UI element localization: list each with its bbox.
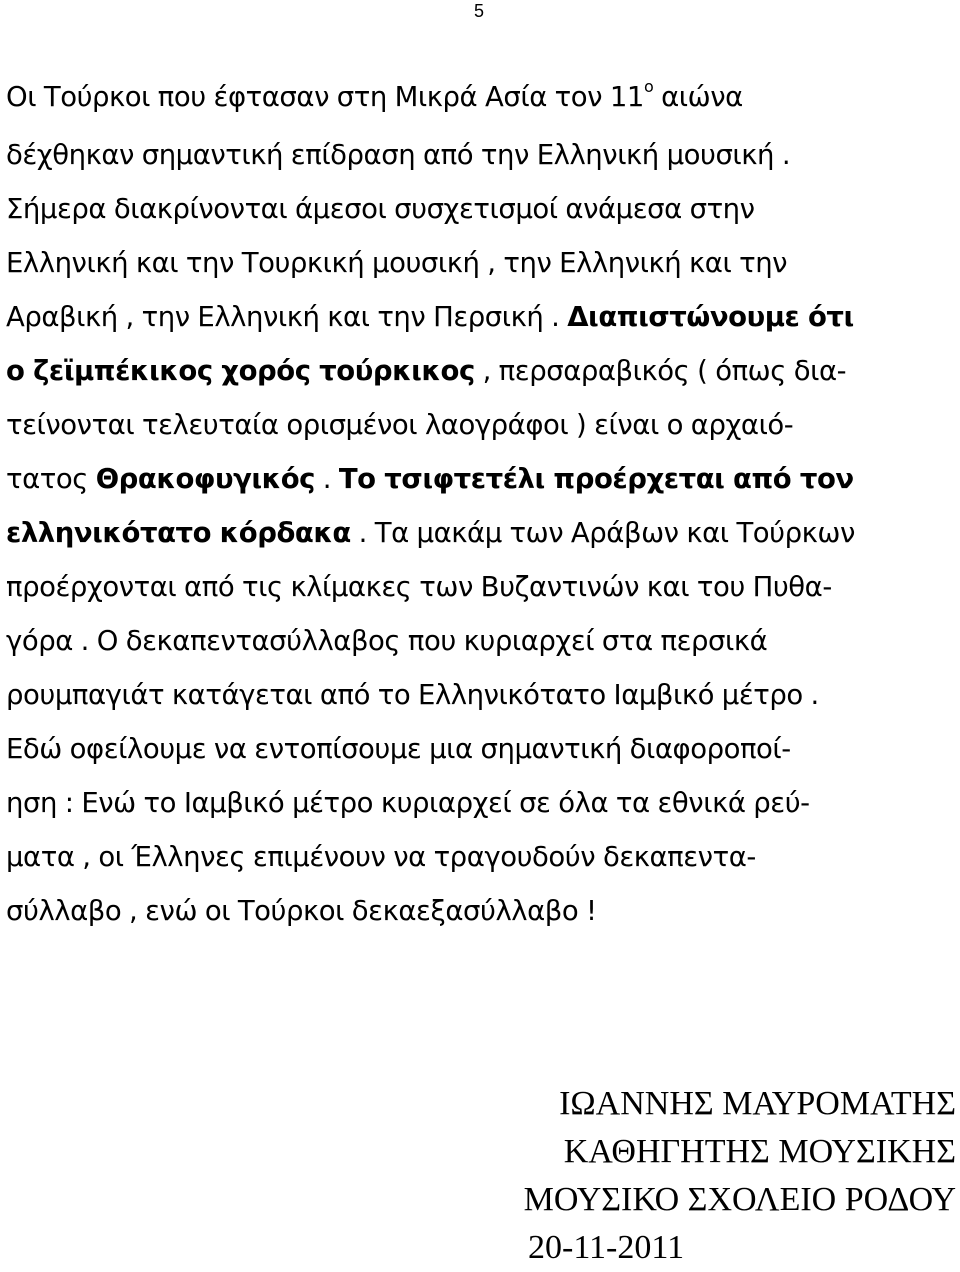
text-segment: ρουμπαγιάτ κατάγεται από το Ελληνικότατο Ιαμβικό μέτρο .	[6, 679, 819, 711]
bold-phrase: ελληνικότατο κόρδακα	[6, 517, 351, 549]
text-segment: .	[315, 463, 339, 495]
text-segment: σύλλαβο , ενώ οι Τούρκοι δεκαεξασύλλαβο !	[6, 895, 597, 927]
paragraph-line	[6, 830, 958, 884]
paragraph-line	[6, 884, 958, 938]
paragraph-line	[6, 506, 958, 560]
text-segment: , περσαραβικός ( όπως δια-	[474, 355, 847, 387]
text-segment: Οι Τούρκοι που έφτασαν στη Μικρά Ασία τον 11	[6, 81, 644, 113]
bold-phrase: Θρακοφυγικός	[95, 463, 315, 495]
ordinal-superscript: ο	[643, 77, 654, 96]
paragraph-line	[6, 182, 958, 236]
paragraph-line	[6, 560, 958, 614]
paragraph-line	[6, 70, 958, 128]
paragraph-line	[6, 776, 958, 830]
author-title: ΚΑΘΗΓΗΤΗΣ ΜΟΥΣΙΚΗΣ	[563, 1133, 956, 1170]
text-segment: τείνονται τελευταία ορισμένοι λαογράφοι ) είναι ο αρχαιό-	[6, 409, 794, 441]
text-segment: γόρα . Ο δεκαπεντασύλλαβος που κυριαρχεί στα περσικά	[6, 625, 768, 657]
paragraph-line	[6, 128, 958, 182]
text-segment: Σήμερα διακρίνονται άμεσοι συσχετισμοί ανάμεσα στην	[6, 193, 755, 225]
text-segment: Ελληνική και την Τουρκική μουσική , την Ελληνική και την	[6, 247, 788, 279]
paragraph-line	[6, 452, 958, 506]
text-segment: Αραβική , την Ελληνική και την Περσική .	[6, 301, 568, 333]
signature-block	[356, 1080, 956, 1272]
school-name: ΜΟΥΣΙΚΟ ΣΧΟΛΕΙΟ ΡΟΔΟΥ	[523, 1181, 956, 1218]
paragraph-line	[6, 290, 958, 344]
signature-date: 20-11-2011	[528, 1229, 685, 1266]
page-number: 5	[474, 1, 485, 21]
text-segment: δέχθηκαν σημαντική επίδραση από την Ελληνική μουσική .	[6, 139, 791, 171]
paragraph-line	[6, 668, 958, 722]
text-segment: τατος	[6, 463, 96, 495]
paragraph-line	[6, 236, 958, 290]
paragraph-line	[6, 614, 958, 668]
article-paragraph	[6, 70, 958, 938]
text-segment: ηση : Ενώ το Ιαμβικό μέτρο κυριαρχεί σε όλα τα εθνικά ρεύ-	[6, 787, 810, 819]
paragraph-line	[6, 344, 958, 398]
bold-phrase: Διαπιστώνουμε ότι	[567, 301, 854, 333]
author-name: ΙΩΑΝΝΗΣ ΜΑΥΡΟΜΑΤΗΣ	[559, 1085, 956, 1122]
text-segment: Εδώ οφείλουμε να εντοπίσουμε μια σημαντική διαφοροποί-	[6, 733, 791, 765]
bold-phrase: Το τσιφτετέλι προέρχεται από τον	[338, 463, 854, 495]
text-segment: . Τα μακάμ των Αράβων και Τούρκων	[350, 517, 855, 549]
text-segment: ματα , οι Έλληνες επιμένουν να τραγουδούν δεκαπεντα-	[6, 841, 756, 873]
text-segment: προέρχονται από τις κλίμακες των Βυζαντινών και του Πυθα-	[6, 571, 832, 603]
paragraph-line	[6, 398, 958, 452]
text-segment: αιώνα	[653, 81, 743, 113]
bold-phrase: ο ζεϊμπέκικος χορός τούρκικος	[6, 355, 475, 387]
paragraph-line	[6, 722, 958, 776]
